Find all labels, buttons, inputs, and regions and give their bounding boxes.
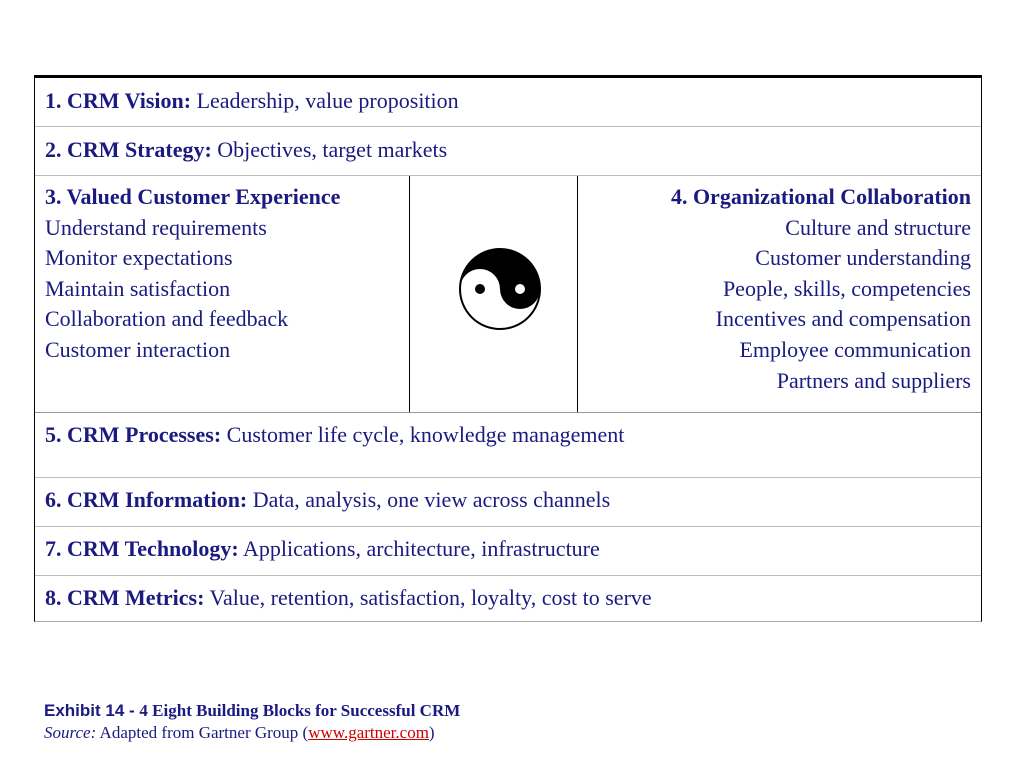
list-item: People, skills, competencies [722,275,971,301]
organizational-collaboration-cell [578,176,981,412]
row-label: 5. CRM Processes: [45,422,222,447]
row-label: 7. CRM Technology: [45,536,239,561]
row-text: Leadership, value proposition [191,88,459,113]
row-crm-processes [35,413,981,478]
list-item: Maintain satisfaction [45,275,231,301]
list-item: Culture and structure [785,214,971,240]
exhibit-title: 4 Eight Building Blocks for Successful CRM [139,701,461,720]
caption-title-line [44,700,460,722]
row-text: Applications, architecture, infrastructure [238,536,600,561]
caption-source-line [44,722,460,744]
row-crm-information [35,478,981,527]
row-crm-technology [35,527,981,576]
row-text: Objectives, target markets [211,137,448,162]
yin-yang-icon [458,247,542,331]
row-crm-metrics [35,576,981,625]
exhibit-caption [44,700,460,744]
gartner-link[interactable]: www.gartner.com [308,723,429,742]
list-item: Collaboration and feedback [45,306,289,332]
row-experience-collaboration [35,176,981,413]
row-label: 1. CRM Vision: [45,88,192,113]
list-item: Employee communication [739,336,971,362]
customer-experience-heading: 3. Valued Customer Experience [45,184,341,209]
row-text: Data, analysis, one view across channels [247,487,611,512]
list-item: Monitor expectations [45,245,233,271]
yin-yang-cell [410,176,578,412]
customer-experience-cell [35,176,410,412]
list-item: Partners and suppliers [776,367,971,393]
list-item: Incentives and compensation [715,306,971,332]
row-label: 6. CRM Information: [45,487,248,512]
row-crm-vision [35,78,981,127]
source-text: Adapted from Gartner Group ( [96,723,309,742]
building-blocks-table [34,75,982,622]
row-label: 2. CRM Strategy: [45,137,212,162]
row-label: 8. CRM Metrics: [45,585,205,610]
organizational-collaboration-heading: 4. Organizational Collaboration [670,184,971,209]
row-crm-strategy [35,127,981,176]
source-label: Source: [44,723,97,742]
row-text: Value, retention, satisfaction, loyalty, cost to serve [204,585,652,610]
list-item: Customer understanding [755,245,971,271]
source-close: ) [428,723,435,742]
list-item: Understand requirements [45,214,267,240]
exhibit-number: Exhibit 14 - [44,701,140,720]
row-text: Customer life cycle, knowledge management [221,422,625,447]
list-item: Customer interaction [45,336,231,362]
